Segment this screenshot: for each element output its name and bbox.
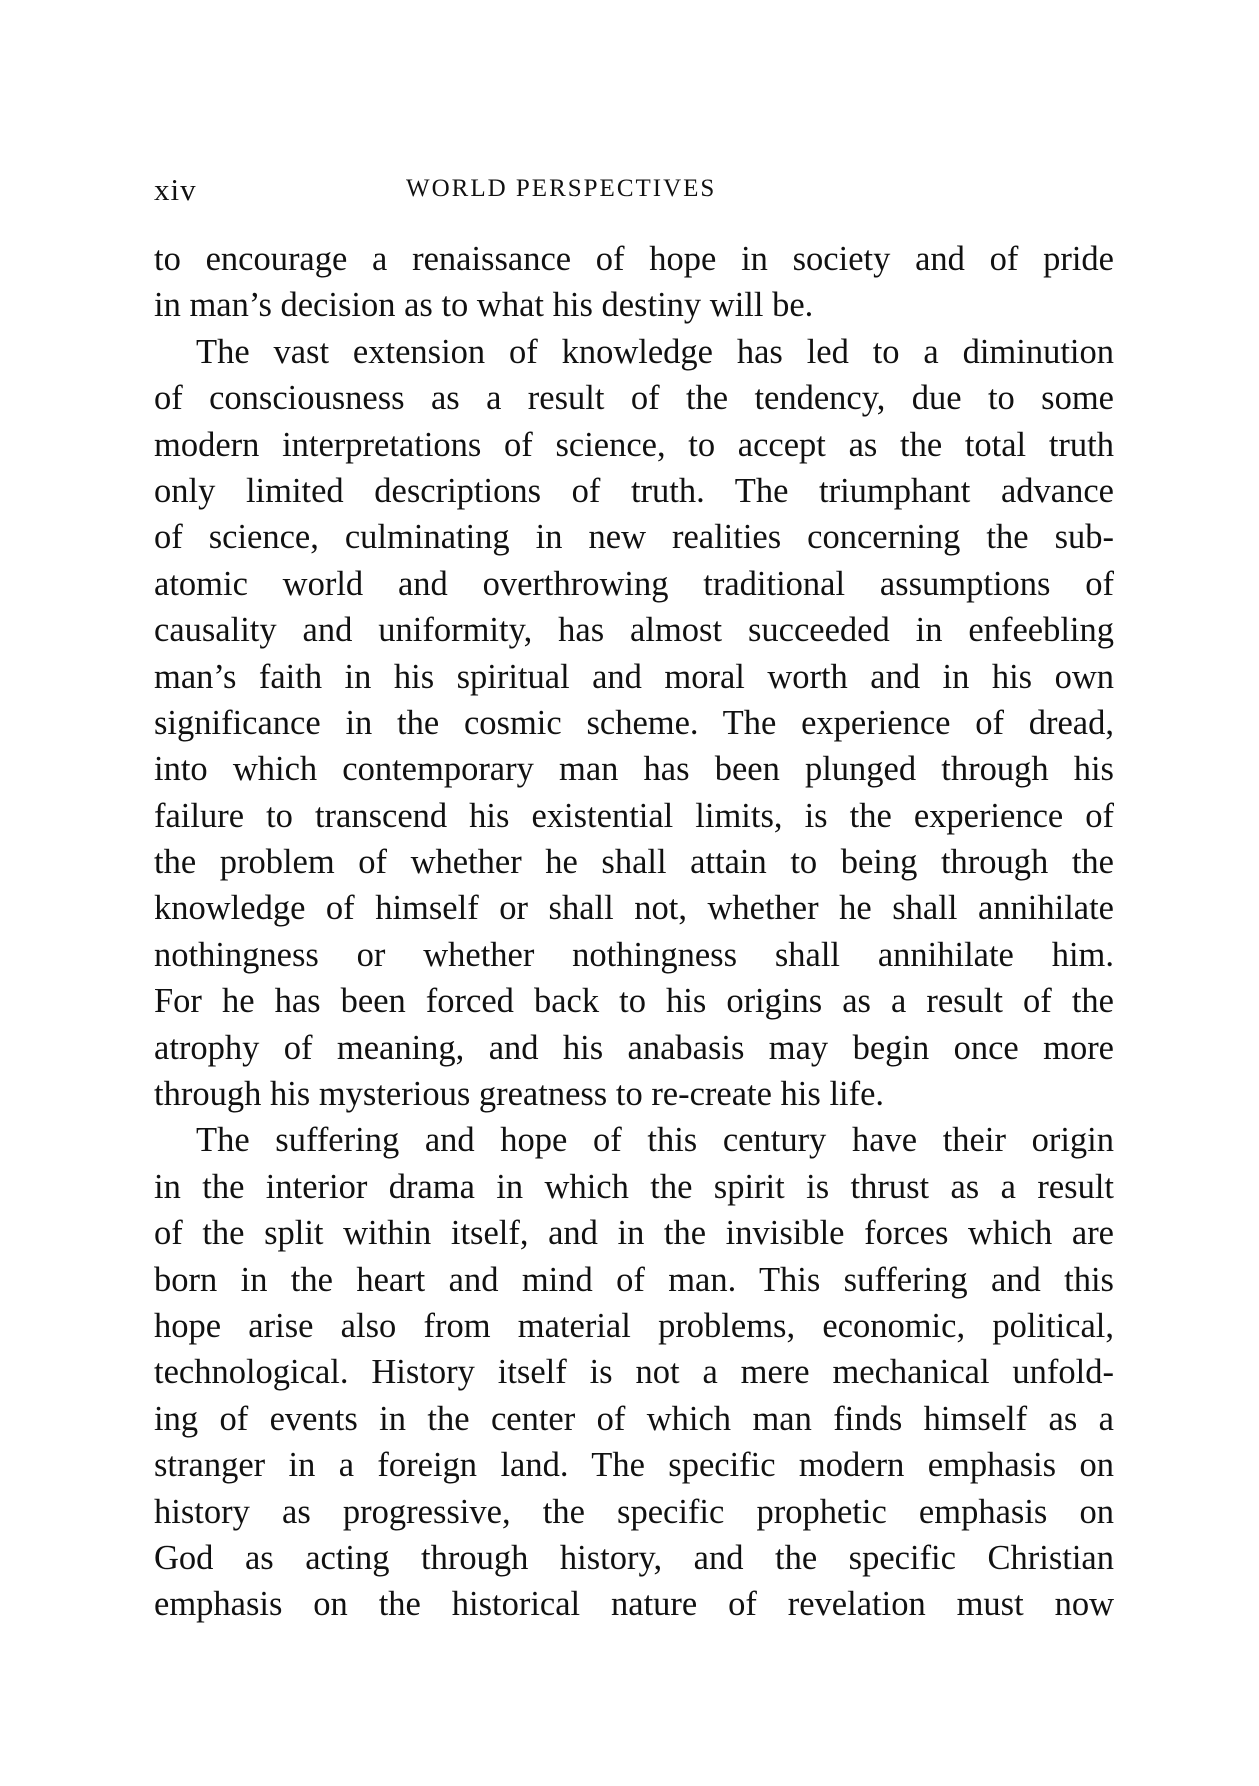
- text-line: of consciousness as a result of the tendency, due to some: [154, 379, 1114, 418]
- text-line: in man’s decision as to what his destiny will be.: [154, 286, 814, 325]
- text-line: to encourage a renaissance of hope in society and of pride: [154, 240, 1114, 278]
- text-line: ing of events in the center of which man finds himself as a: [154, 1399, 1114, 1438]
- text-line: knowledge of himself or shall not, whether he shall annihilate: [154, 889, 1114, 928]
- text-line: God as acting through history, and the specific Christian: [154, 1538, 1114, 1577]
- text-line: The vast extension of knowledge has led to a diminution: [196, 332, 1114, 371]
- text-line: the problem of whether he shall attain to being through the: [154, 843, 1114, 882]
- text-line: emphasis on the historical nature of revelation must now: [154, 1585, 1114, 1624]
- text-line: nothingness or whether nothingness shall annihilate him.: [154, 935, 1114, 974]
- text-line: modern interpretations of science, to accept as the total truth: [154, 425, 1114, 464]
- text-line: man’s faith in his spiritual and moral worth and in his own: [154, 657, 1114, 696]
- text-line: atomic world and overthrowing traditional assumptions of: [154, 564, 1114, 603]
- text-line: atrophy of meaning, and his anabasis may begin once more: [154, 1028, 1114, 1067]
- text-line: in the interior drama in which the spirit is thrust as a result: [154, 1167, 1114, 1206]
- text-line: hope arise also from material problems, economic, political,: [154, 1306, 1114, 1345]
- text-line: causality and uniformity, has almost succeeded in enfeebling: [154, 611, 1114, 650]
- text-line: significance in the cosmic scheme. The experience of dread,: [154, 703, 1114, 742]
- running-head-title: WORLD PERSPECTIVES: [406, 175, 717, 202]
- text-line: born in the heart and mind of man. This suffering and this: [154, 1260, 1114, 1299]
- text-line: stranger in a foreign land. The specific modern emphasis on: [154, 1446, 1114, 1485]
- text-line: of the split within itself, and in the invisible forces which are: [154, 1214, 1114, 1253]
- text-line: failure to transcend his existential limits, is the experience of: [154, 796, 1114, 835]
- text-line: of science, culminating in new realities concerning the sub-: [154, 518, 1114, 557]
- text-line: history as progressive, the specific prophetic emphasis on: [154, 1492, 1114, 1531]
- text-line: into which contemporary man has been plunged through his: [154, 750, 1114, 789]
- running-head: [154, 172, 1114, 212]
- text-line: For he has been forced back to his origins as a result of the: [154, 982, 1114, 1021]
- text-line: technological. History itself is not a mere mechanical unfold-: [154, 1353, 1114, 1392]
- page-number: xiv: [154, 172, 197, 207]
- text-line: only limited descriptions of truth. The triumphant advance: [154, 471, 1114, 510]
- text-line: The suffering and hope of this century have their origin: [196, 1121, 1114, 1160]
- body-text: [154, 236, 1114, 1628]
- text-line: through his mysterious greatness to re-create his life.: [154, 1075, 885, 1114]
